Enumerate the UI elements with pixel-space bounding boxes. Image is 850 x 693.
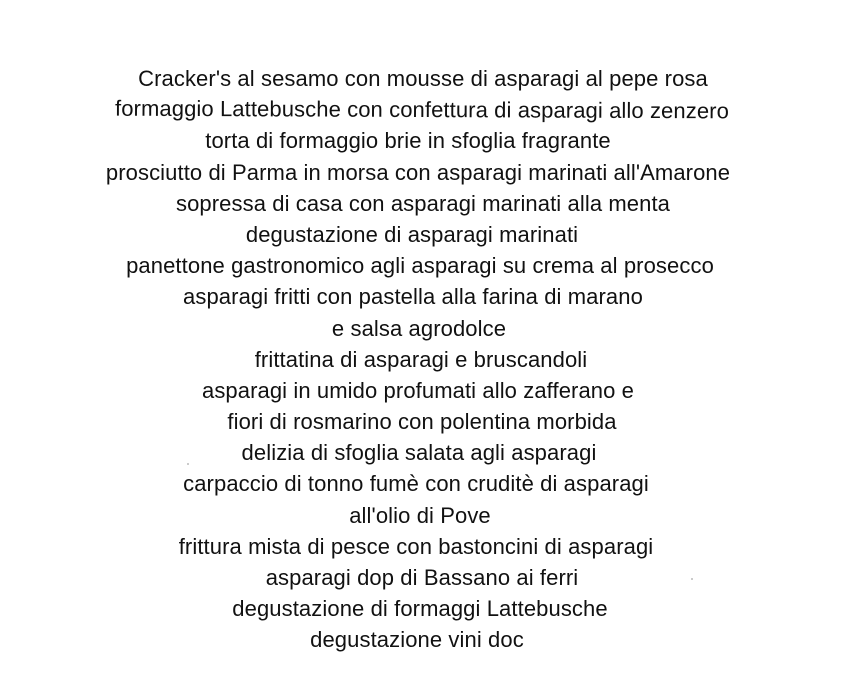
menu-line: degustazione vini doc xyxy=(310,627,524,653)
scan-speck xyxy=(187,463,189,465)
menu-line: panettone gastronomico agli asparagi su crema al prosecco xyxy=(126,253,714,279)
menu-line: asparagi fritti con pastella alla farina di marano xyxy=(183,284,643,310)
scan-speck xyxy=(691,578,693,580)
menu-line: fiori di rosmarino con polentina morbida xyxy=(227,409,617,435)
menu-line: frittura mista di pesce con bastoncini di asparagi xyxy=(178,533,654,559)
menu-line: sopressa di casa con asparagi marinati alla menta xyxy=(175,190,671,216)
menu-list xyxy=(0,63,850,656)
menu-line: degustazione di formaggi Lattebusche xyxy=(232,596,608,622)
menu-line: torta di formaggio brie in sfoglia fragrante xyxy=(205,128,611,154)
menu-line: delizia di sfoglia salata agli asparagi xyxy=(241,440,597,466)
menu-line: Cracker's al sesamo con mousse di asparagi al pepe rosa xyxy=(138,66,708,91)
menu-line: formaggio Lattebusche con confettura di asparagi allo zenzero xyxy=(114,95,730,124)
menu-line: frittatina di asparagi e bruscandoli xyxy=(254,346,588,372)
menu-line: degustazione di asparagi marinati xyxy=(245,221,579,247)
menu-line: all'olio di Pove xyxy=(349,502,491,528)
menu-line: asparagi in umido profumati allo zafferano e xyxy=(201,377,635,403)
menu-line: asparagi dop di Bassano ai ferri xyxy=(265,565,579,590)
menu-line: e salsa agrodolce xyxy=(331,315,507,341)
menu-line: carpaccio di tonno fumè con cruditè di asparagi xyxy=(183,471,649,497)
menu-line: prosciutto di Parma in morsa con asparagi marinati all'Amarone xyxy=(105,159,731,185)
